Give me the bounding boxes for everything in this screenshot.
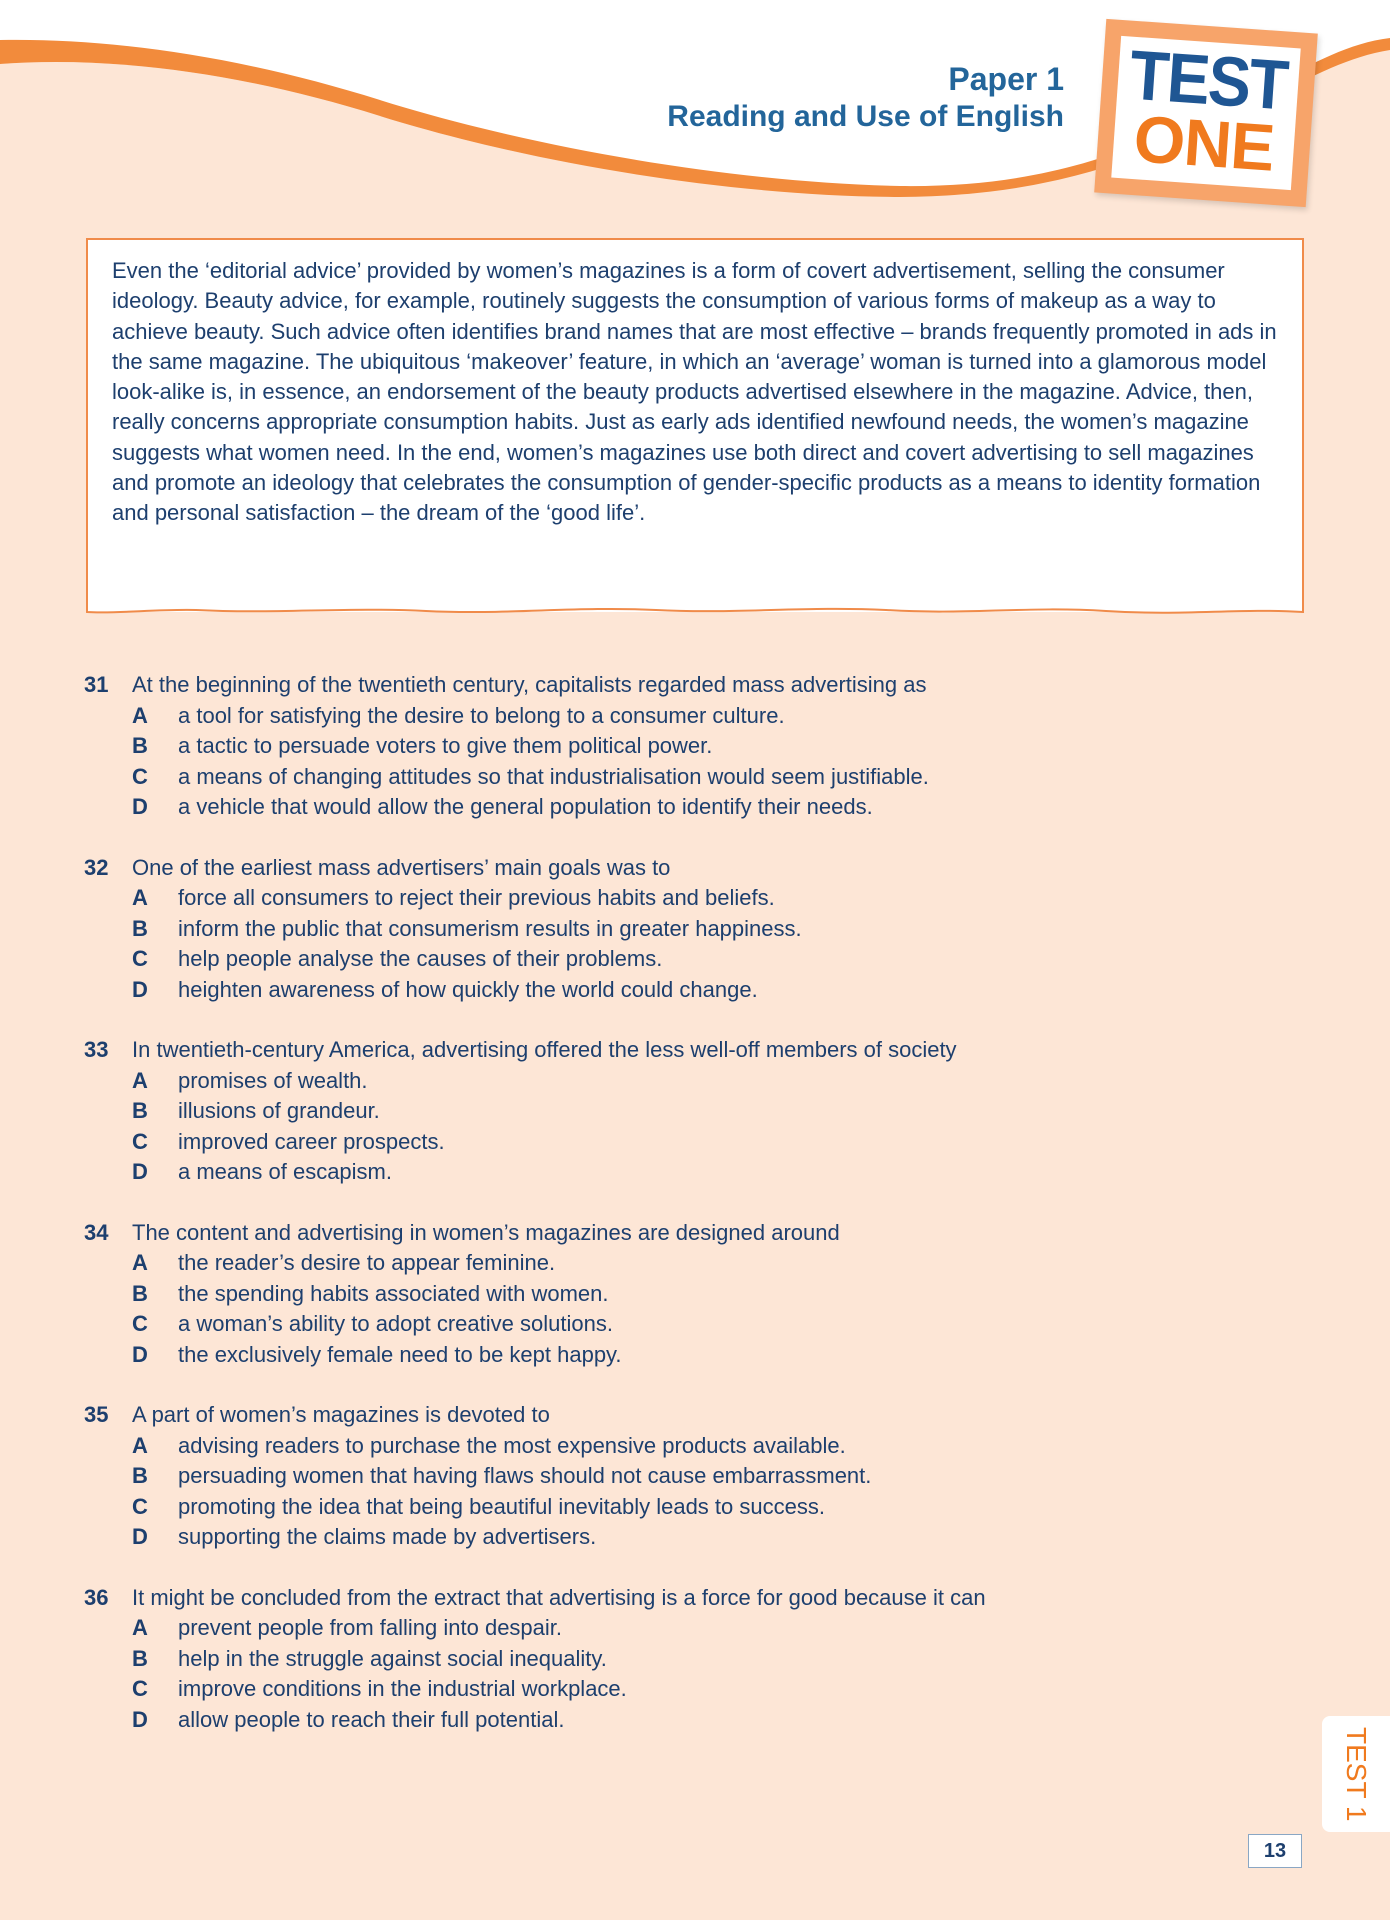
option-text: promoting the idea that being beautiful inevitably leads to success. bbox=[178, 1493, 825, 1519]
option-letter: C bbox=[132, 946, 148, 971]
option-text: the reader’s desire to appear feminine. bbox=[178, 1250, 556, 1275]
paper-section: Reading and Use of English bbox=[667, 100, 1064, 133]
page-number: 13 bbox=[1248, 1834, 1302, 1868]
option-letter: B bbox=[132, 1463, 148, 1488]
option-letter: A bbox=[132, 1432, 148, 1458]
question-35 bbox=[84, 1400, 1284, 1553]
option-letter: A bbox=[132, 1615, 148, 1640]
option-a[interactable] bbox=[84, 1066, 1284, 1097]
option-letter: B bbox=[132, 733, 148, 758]
option-d[interactable] bbox=[84, 1522, 1284, 1553]
option-text: the exclusively female need to be kept happy. bbox=[178, 1341, 622, 1367]
option-letter: D bbox=[132, 794, 148, 819]
question-32 bbox=[84, 853, 1284, 1006]
question-text: One of the earliest mass advertisers’ main goals was to bbox=[132, 854, 671, 880]
question-33 bbox=[84, 1035, 1284, 1188]
option-text: supporting the claims made by advertisers. bbox=[178, 1524, 597, 1549]
option-letter: D bbox=[132, 1524, 148, 1549]
option-a[interactable] bbox=[84, 1431, 1284, 1462]
option-letter: C bbox=[132, 1676, 148, 1701]
badge-one-label: ONE bbox=[1131, 101, 1277, 185]
option-c[interactable] bbox=[84, 762, 1284, 793]
option-b[interactable] bbox=[84, 914, 1284, 945]
option-b[interactable] bbox=[84, 1096, 1284, 1127]
option-letter: D bbox=[132, 976, 148, 1002]
option-b[interactable] bbox=[84, 1461, 1284, 1492]
option-text: heighten awareness of how quickly the world could change. bbox=[178, 976, 758, 1002]
question-34 bbox=[84, 1218, 1284, 1371]
option-text: allow people to reach their full potential. bbox=[178, 1706, 565, 1732]
passage-torn-edge bbox=[86, 600, 1304, 622]
option-letter: B bbox=[132, 1280, 148, 1306]
option-a[interactable] bbox=[84, 1613, 1284, 1644]
option-letter: A bbox=[132, 885, 148, 910]
option-c[interactable] bbox=[84, 944, 1284, 975]
option-d[interactable] bbox=[84, 1705, 1284, 1736]
question-number: 36 bbox=[84, 1584, 109, 1610]
option-letter: C bbox=[132, 1311, 148, 1336]
option-text: a means of escapism. bbox=[178, 1159, 392, 1184]
question-number: 32 bbox=[84, 854, 109, 880]
option-letter: B bbox=[132, 1098, 148, 1123]
option-letter: C bbox=[132, 763, 148, 789]
option-c[interactable] bbox=[84, 1309, 1284, 1340]
option-text: improved career prospects. bbox=[178, 1128, 445, 1154]
option-text: improve conditions in the industrial workplace. bbox=[178, 1676, 627, 1701]
option-letter: A bbox=[132, 1067, 148, 1093]
option-a[interactable] bbox=[84, 701, 1284, 732]
option-text: a woman’s ability to adopt creative solutions. bbox=[178, 1311, 613, 1336]
question-number: 31 bbox=[84, 672, 109, 697]
reading-passage-text: Even the ‘editorial advice’ provided by women’s magazines is a form of covert advertisement, selling the consumer ideology. Beauty advice, for example, routinely suggests the consumption of various forms of makeup as a way to achieve beauty. Such advice often identifies brand names that are most effective – brands frequently promoted in ads in the same magazine. The ubiquitous ‘makeover’ feature, in which an ‘average’ woman is turned into a glamorous model look-alike is, in essence, an endorsement of the beauty products advertised elsewhere in the magazine. Advice, then, really concerns appropriate consumption habits. Just as early ads identified newfound needs, the women’s magazine suggests what women need. In the end, women’s magazines use both direct and covert advertising to sell magazines and promote an ideology that celebrates the consumption of gender-specific products as a means to identity formation and personal satisfaction – the dream of the ‘good life’. bbox=[112, 258, 1277, 526]
question-text: At the beginning of the twentieth century, capitalists regarded mass advertising as bbox=[132, 672, 927, 697]
question-number: 33 bbox=[84, 1037, 109, 1062]
paper-number: Paper 1 bbox=[948, 61, 1064, 97]
option-text: a tool for satisfying the desire to belong to a consumer culture. bbox=[178, 702, 785, 728]
question-text: In twentieth-century America, advertising offered the less well-off members of society bbox=[132, 1037, 957, 1062]
option-d[interactable] bbox=[84, 975, 1284, 1006]
option-d[interactable] bbox=[84, 1157, 1284, 1188]
reading-passage-box bbox=[86, 238, 1304, 612]
question-text: The content and advertising in women’s magazines are designed around bbox=[132, 1219, 840, 1245]
option-text: the spending habits associated with women. bbox=[178, 1280, 609, 1306]
option-text: force all consumers to reject their previous habits and beliefs. bbox=[178, 885, 775, 910]
test-side-tab bbox=[1322, 1716, 1390, 1832]
question-number: 34 bbox=[84, 1219, 109, 1245]
question-stem bbox=[84, 1583, 1284, 1614]
question-text: It might be concluded from the extract that advertising is a force for good because it can bbox=[132, 1584, 986, 1610]
option-text: advising readers to purchase the most expensive products available. bbox=[178, 1432, 846, 1458]
question-text: A part of women’s magazines is devoted to bbox=[132, 1402, 550, 1427]
option-text: a tactic to persuade voters to give them political power. bbox=[178, 733, 713, 758]
option-text: illusions of grandeur. bbox=[178, 1098, 380, 1123]
option-letter: D bbox=[132, 1159, 148, 1184]
question-31 bbox=[84, 670, 1284, 823]
option-b[interactable] bbox=[84, 1644, 1284, 1675]
option-a[interactable] bbox=[84, 1248, 1284, 1279]
option-letter: C bbox=[132, 1128, 148, 1154]
question-stem bbox=[84, 670, 1284, 701]
question-stem bbox=[84, 853, 1284, 884]
question-stem bbox=[84, 1035, 1284, 1066]
option-c[interactable] bbox=[84, 1674, 1284, 1705]
option-b[interactable] bbox=[84, 1279, 1284, 1310]
option-text: persuading women that having flaws should not cause embarrassment. bbox=[178, 1463, 872, 1488]
question-list bbox=[84, 670, 1284, 1765]
option-c[interactable] bbox=[84, 1127, 1284, 1158]
question-36 bbox=[84, 1583, 1284, 1736]
option-letter: D bbox=[132, 1341, 148, 1367]
option-text: help people analyse the causes of their problems. bbox=[178, 946, 663, 971]
option-d[interactable] bbox=[84, 792, 1284, 823]
option-c[interactable] bbox=[84, 1492, 1284, 1523]
option-letter: B bbox=[132, 915, 148, 941]
badge-inner bbox=[1111, 36, 1300, 190]
option-text: a vehicle that would allow the general population to identify their needs. bbox=[178, 794, 873, 819]
question-stem bbox=[84, 1400, 1284, 1431]
option-letter: C bbox=[132, 1493, 148, 1519]
option-letter: B bbox=[132, 1645, 148, 1671]
question-stem bbox=[84, 1218, 1284, 1249]
option-letter: D bbox=[132, 1706, 148, 1732]
option-text: prevent people from falling into despair. bbox=[178, 1615, 563, 1640]
paper-title bbox=[667, 60, 1064, 136]
option-text: promises of wealth. bbox=[178, 1067, 368, 1093]
option-letter: A bbox=[132, 1250, 148, 1275]
badge-test-label: TEST bbox=[1127, 35, 1290, 125]
option-text: inform the public that consumerism results in greater happiness. bbox=[178, 915, 802, 941]
option-text: a means of changing attitudes so that industrialisation would seem justifiable. bbox=[178, 763, 929, 789]
option-a[interactable] bbox=[84, 883, 1284, 914]
option-text: help in the struggle against social inequality. bbox=[178, 1645, 607, 1671]
option-d[interactable] bbox=[84, 1340, 1284, 1371]
question-number: 35 bbox=[84, 1402, 109, 1427]
side-tab-label: TEST 1 bbox=[1341, 1726, 1372, 1822]
test-one-badge bbox=[1094, 19, 1318, 207]
option-b[interactable] bbox=[84, 731, 1284, 762]
option-letter: A bbox=[132, 702, 148, 728]
